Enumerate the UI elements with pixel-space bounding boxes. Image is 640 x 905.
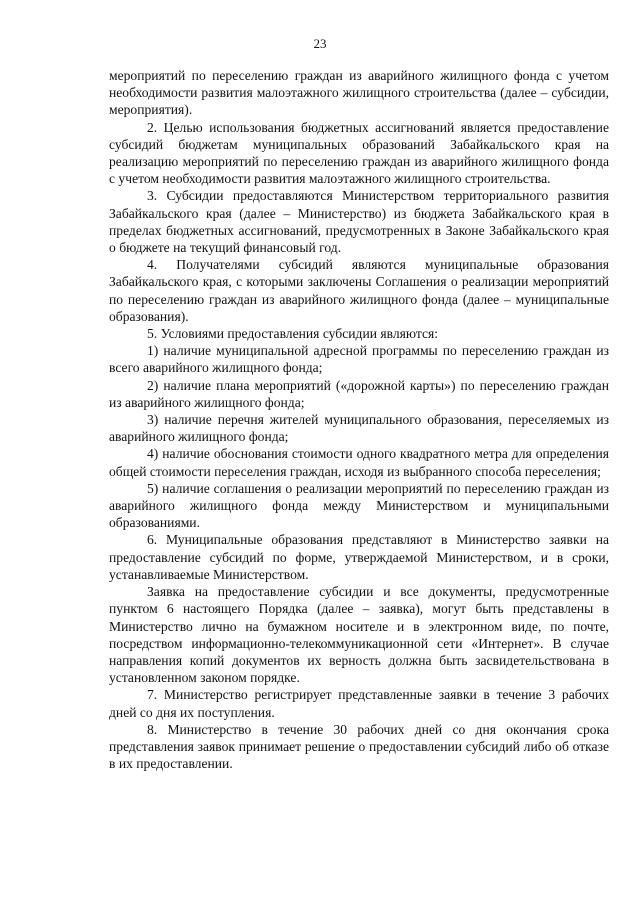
document-body <box>109 67 609 772</box>
paragraph: Заявка на предоставление субсидии и все документы, предусмотренные пунктом 6 настоящего Порядка (далее – заявка), могут быть представлены в Министерство лично на бумажном носителе и в электронном виде, по почте, посредством информационно-телекоммуникационной сети «Интернет». В случае направления копий документов их верность должна быть засвидетельствована в установленном законом порядке. <box>109 584 609 686</box>
paragraph: 5. Условиями предоставления субсидии являются: <box>147 326 439 342</box>
paragraph: мероприятий по переселению граждан из аварийного жилищного фонда с учетом необходимости развития малоэтажного жилищного строительства (далее – субсидии, мероприятия). <box>109 68 609 118</box>
paragraph: 3. Субсидии предоставляются Министерством территориального развития Забайкальского края (далее – Министерство) из бюджета Забайкальского края в пределах бюджетных ассигнований, предусмотренных в Законе Забайкальского края о бюджете на текущий финансовый год. <box>109 188 609 256</box>
paragraph: 8. Министерство в течение 30 рабочих дней со дня окончания срока представления заявок принимает решение о предоставлении субсидий либо об отказе в их предоставлении. <box>109 721 609 772</box>
paragraph: 2) наличие плана мероприятий («дорожной карты») по переселению граждан из аварийного жилищного фонда; <box>109 377 609 410</box>
page-number: 23 <box>313 36 327 51</box>
paragraph: 7. Министерство регистрирует представленные заявки в течение 3 рабочих дней со дня их поступления. <box>109 687 609 720</box>
paragraph: 2. Целью использования бюджетных ассигнований является предоставление субсидий бюджетам муниципальных образований Забайкальского края на реализацию мероприятий по переселению граждан из аварийного жилищного фонда с учетом необходимости развития малоэтажного жилищного строительства. <box>109 119 609 187</box>
paragraph: 4) наличие обоснования стоимости одного квадратного метра для определения общей стоимости переселения граждан, исходя из выбранного способа переселения; <box>109 446 609 479</box>
paragraph: 1) наличие муниципальной адресной программы по переселению граждан из всего аварийного жилищного фонда; <box>109 343 609 376</box>
paragraph: 5) наличие соглашения о реализации мероприятий по переселению граждан из аварийного жилищного фонда между Министерством и муниципальными образованиями. <box>109 480 609 531</box>
paragraph: 6. Муниципальные образования представляют в Министерство заявки на предоставление субсидий по форме, утверждаемой Министерством, и в сроки, устанавливаемые Министерством. <box>109 532 609 582</box>
paragraph: 3) наличие перечня жителей муниципального образования, переселяемых из аварийного жилищного фонда; <box>109 412 609 445</box>
paragraph: 4. Получателями субсидий являются муниципальные образования Забайкальского края, с которыми заключены Соглашения о реализации мероприятий по переселению граждан из аварийного жилищного фонда (далее – муниципальные образования). <box>109 257 609 324</box>
